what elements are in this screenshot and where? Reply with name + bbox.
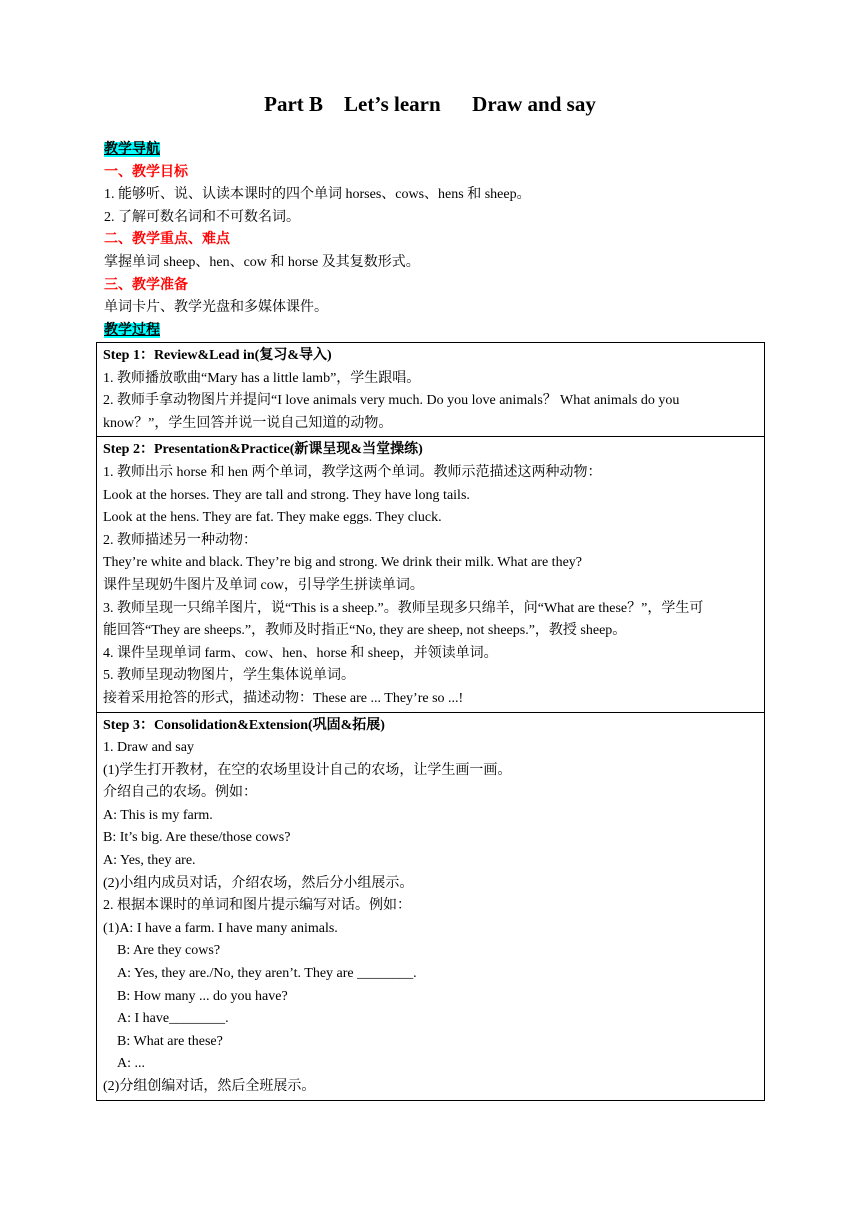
step-line: 介绍自己的农场。例如： [103,785,257,801]
teaching-process-heading: 教学过程 [104,322,160,338]
step-line: (1)学生打开教材，在空的农场里设计自己的农场，让学生画一画。 [103,762,512,778]
step-line: Look at the hens. They are fat. They make eggs. They cluck. [103,510,442,526]
step-line: Look at the horses. They are tall and strong. They have long tails. [103,487,470,503]
teaching-guide-heading: 教学导航 [104,142,160,157]
objective-item: 2. 了解可数名词和不可数名词。 [104,209,300,225]
step-line: 4. 课件呈现单词 farm、cow、hen、horse 和 sheep，并领读单词。 [103,645,498,661]
step-3-title: Step 3：Consolidation&Extension(巩固&拓展) [103,717,385,733]
step-1-cell [97,343,765,437]
document-title: Part B Let’s learn Draw and say [264,92,596,116]
step-line: B: How many ... do you have? [117,988,288,1004]
preparation-text: 单词卡片、教学光盘和多媒体课件。 [104,300,328,316]
step-3-cell [97,712,765,1100]
step-2-title: Step 2：Presentation&Practice(新课呈现&当堂操练) [103,442,423,458]
step-line: 能回答“They are sheeps.”，教师及时指正“No, they are sheep, not sheeps.”，教授 sheep。 [103,623,627,639]
teaching-guide-section [104,139,764,342]
step-line: 接着采用抢答的形式，描述动物：These are ... They’re so ...! [103,690,464,706]
step-line: A: This is my farm. [103,807,213,823]
step-line: 1. Draw and say [103,740,194,756]
step-line: A: Yes, they are. [103,853,196,869]
preparation-heading: 三、教学准备 [104,277,188,293]
step-line: B: It’s big. Are these/those cows? [103,830,291,846]
step-line: (1)A: I have a farm. I have many animals. [103,920,338,936]
step-1-row [97,343,765,437]
step-2-cell [97,437,765,712]
step-line: They’re white and black. They’re big and strong. We drink their milk. What are they? [103,555,582,571]
step-line: 2. 根据本课时的单词和图片提示编写对话。例如： [103,898,411,914]
step-line: A: Yes, they are./No, they aren’t. They are ________. [117,966,417,982]
step-line: (2)分组创编对话，然后全班展示。 [103,1079,316,1094]
step-line: know？”，学生回答并说一说自己知道的动物。 [103,415,393,431]
step-line: A: ... [117,1056,145,1072]
keypoints-text: 掌握单词 sheep、hen、cow 和 horse 及其复数形式。 [104,254,420,270]
step-line: 3. 教师呈现一只绵羊图片，说“This is a sheep.”。教师呈现多只绵羊，问“What are these？”，学生可 [103,600,704,616]
step-line: (2)小组内成员对话，介绍农场，然后分小组展示。 [103,875,414,891]
step-line: 1. 教师出示 horse 和 hen 两个单词，教学这两个单词。教师示范描述这两种动物： [103,464,602,480]
step-line: B: Are they cows? [117,943,221,959]
step-line: 5. 教师呈现动物图片，学生集体说单词。 [103,668,355,684]
step-1-title: Step 1：Review&Lead in(复习&导入) [103,348,332,363]
step-line: 课件呈现奶牛图片及单词 cow，引导学生拼读单词。 [103,577,424,593]
keypoints-heading: 二、教学重点、难点 [104,232,230,248]
teaching-process-table [96,342,765,1101]
step-3-row [97,712,765,1100]
step-2-row [97,437,765,712]
step-line: A: I have________. [117,1011,229,1027]
step-line: 1. 教师播放歌曲“Mary has a little lamb”，学生跟唱。 [103,370,421,386]
step-line: B: What are these? [117,1033,223,1049]
objective-item: 1. 能够听、说、认读本课时的四个单词 horses、cows、hens 和 sheep。 [104,187,531,203]
objectives-heading: 一、教学目标 [104,164,188,180]
step-line: 2. 教师描述另一种动物： [103,532,257,548]
step-line: 2. 教师手拿动物图片并提问“I love animals very much. Do you love animals？ What animals do you [103,393,680,409]
